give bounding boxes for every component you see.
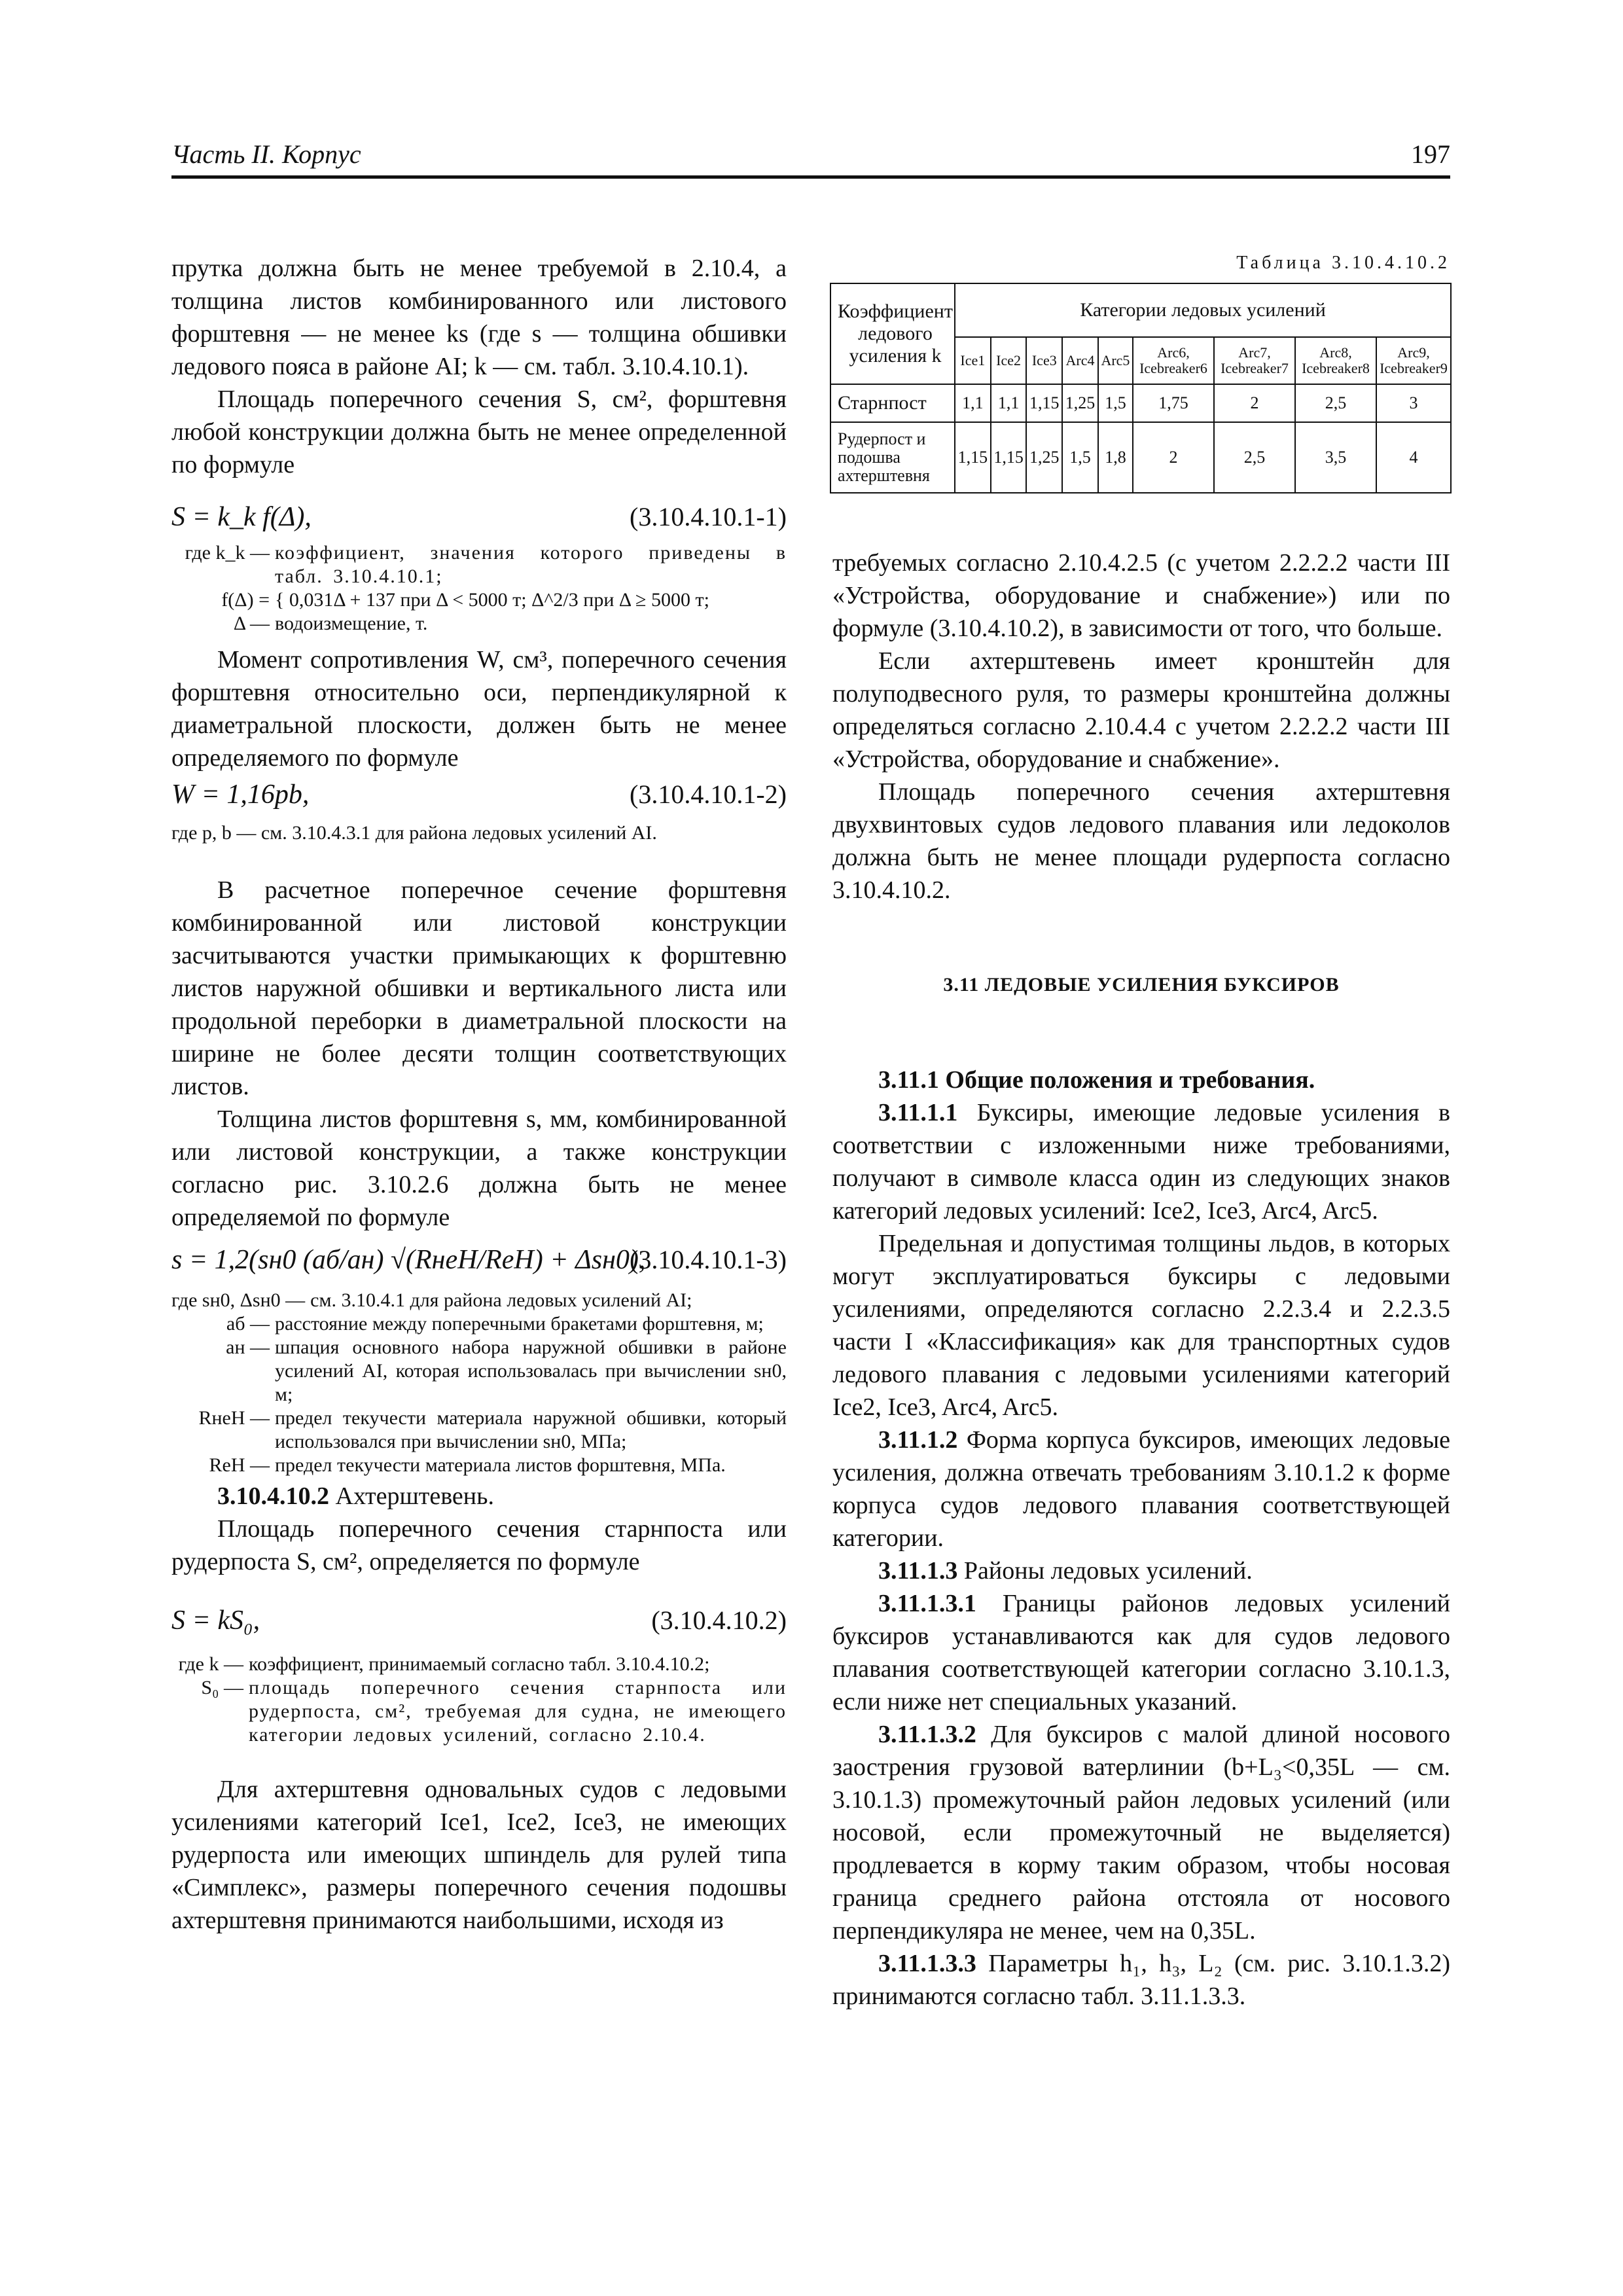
legend-text: шпация основного набора наружной обшивки в районе усилений AI, которая использовалась при вычислении sн0, м;: [275, 1336, 787, 1405]
formula-number: (3.10.4.10.1-1): [630, 502, 787, 531]
formula-3-10-4-10-2: [171, 1600, 787, 1641]
table-cell: 1,15: [955, 422, 991, 493]
paragraph: Момент сопротивления W, см³, поперечного сечения форштевня относительно оси, перпендикулярной к диаметральной плоскости, должен быть не менее определяемого по формуле: [171, 646, 787, 772]
column-header: Ice1: [955, 337, 991, 384]
clause-text: Буксиры, имеющие ледовые усиления в соответствии с изложенными ниже требованиями, получают в символе класса один из следующих знаков категорий ледовых усилений: Ice2, Ice3, Arc4, Arc5.: [832, 1099, 1450, 1225]
paragraph: [832, 1424, 1450, 1554]
table-cell: 1,8: [1098, 422, 1133, 493]
legend-row: [171, 1676, 787, 1747]
legend-row: [171, 541, 787, 588]
formula-legend: [171, 1289, 787, 1477]
paragraph: Площадь поперечного сечения S, см², форштевня любой конструкции должна быть не менее определенной по формуле: [171, 386, 787, 478]
legend-text: площадь поперечного сечения старнпоста или рудерпоста, см², требуемая для судна, не имеющего категории ледовых усилений, согласно 2.10.4.: [249, 1677, 787, 1746]
table-header-row: [830, 283, 1451, 337]
legend-text: { 0,031Δ + 137 при Δ < 5000 т; Δ^2/3 при Δ ≥ 5000 т;: [275, 589, 709, 611]
column-header: Ice3: [1026, 337, 1062, 384]
subsection-heading: [171, 1480, 787, 1513]
formula-3-10-4-10-1-3: [171, 1234, 787, 1286]
paragraph: Предельная и допустимая толщины льдов, в которых могут эксплуатироваться буксиры с ледовыми усилениями, определяются согласно 2.2.3.4 и 2.2.3.5 части I «Классификация» как для транспортных судов ледового плавания с ледовыми усилениями категорий Ice2, Ice3, Arc4, Arc5.: [832, 1230, 1450, 1421]
formula-expression: s = 1,2(sн0 (aб/aн) √(RнeH/ReH) + Δsн0),: [171, 1245, 646, 1275]
clause-number: 3.11.1.3.2: [878, 1721, 976, 1748]
legend-symbol: RнeH —: [198, 1407, 270, 1429]
subsection-heading: 3.11.1 Общие положения и требования.: [878, 1066, 1315, 1094]
table-cell: 3,5: [1295, 422, 1376, 493]
formula-number: (3.10.4.10.1-2): [630, 780, 787, 809]
formula-3-10-4-10-1-2: [171, 774, 787, 815]
formula-legend: [171, 541, 787, 636]
legend-text: расстояние между поперечными бракетами форштевня, м;: [275, 1313, 764, 1335]
table-cell: 1,1: [955, 384, 991, 422]
table-row: [830, 422, 1451, 493]
table-caption: Таблица 3.10.4.10.2: [1236, 253, 1450, 273]
formula-legend: где p, b — см. 3.10.4.3.1 для района ледовых усилений AI.: [171, 822, 657, 844]
table-cell: 2,5: [1295, 384, 1376, 422]
running-header-title: Часть II. Корпус: [171, 139, 361, 169]
legend-row: [171, 1336, 787, 1407]
paragraph: [832, 1718, 1450, 1947]
legend-text: коэффициент, принимаемый согласно табл. 3.10.4.10.2;: [249, 1653, 710, 1675]
legend-text: коэффициент, значения которого приведены в табл. 3.10.4.10.1;: [275, 542, 787, 587]
legend-symbol: aн —: [226, 1336, 270, 1358]
row-label: Старнпост: [830, 384, 955, 422]
row-label: Рудерпост и подошва ахтерштевня: [830, 422, 955, 493]
clause-number: 3.11.1.3: [878, 1557, 958, 1585]
clause-text: Для буксиров с малой длиной носового заострения грузовой ватерлинии (b+L₃<0,35L — см. 3.10.1.3) промежуточный район ледовых усилений (или носовой, если промежуточный не выделяется) продлевается в корму таким образом, чтобы носовая граница среднего района отстояла от носового перпендикуляра не менее, чем на 0,35L.: [832, 1721, 1451, 1945]
table-corner-cell: Коэффициент ледового усиления k: [830, 283, 955, 384]
clause-text: Границы районов ледовых усилений буксиров устанавливаются как для судов ледового плавания соответствующей категории согласно 3.10.1.3, если ниже нет специальных указаний.: [832, 1590, 1451, 1715]
formula-expression: W = 1,16pb,: [171, 780, 310, 810]
subsection-number: 3.10.4.10.2: [217, 1482, 329, 1510]
table-cell: 1,25: [1026, 422, 1062, 493]
legend-row: [171, 1454, 787, 1477]
table-cell: 1,15: [991, 422, 1027, 493]
formula-expression: S = kS₀,: [171, 1605, 260, 1636]
legend-text: водоизмещение, т.: [275, 613, 428, 634]
legend-row: [171, 612, 787, 636]
clause-text: Районы ледовых усилений.: [963, 1557, 1253, 1585]
legend-row: [171, 1407, 787, 1454]
subsection-title: Ахтерштевень.: [335, 1482, 494, 1510]
column-header: Arc5: [1098, 337, 1133, 384]
legend-text: см. 3.10.4.1 для района ледовых усилений AI;: [310, 1289, 692, 1311]
table-cell: 1,25: [1062, 384, 1098, 422]
legend-row: [171, 1653, 787, 1676]
page-number: 197: [1411, 139, 1450, 169]
paragraph: Если ахтерштевень имеет кронштейн для полуподвесного руля, то размеры кронштейна должны определяться согласно 2.10.4.4 с учетом 2.2.2.2 части III «Устройства, оборудование и снабжение».: [832, 647, 1450, 773]
formula-legend: [171, 1653, 787, 1747]
legend-row: [171, 1289, 787, 1312]
paragraph: Для ахтерштевня одновальных судов с ледовыми усилениями категорий Ice1, Ice2, Ice3, не имеющих рудерпоста или имеющих шпиндель для рулей типа «Симплекс», размеры поперечного сечения подошвы ахтерштевня принимаются наибольшими, исходя из: [171, 1776, 787, 1934]
table-cell: 2: [1133, 422, 1214, 493]
formula-number: (3.10.4.10.1-3): [630, 1245, 787, 1274]
column-header: Arc4: [1062, 337, 1098, 384]
paragraph: прутка должна быть не менее требуемой в 2.10.4, а толщина листов комбинированного или листового форштевня — не менее ks (где s — толщина обшивки ледового пояса в районе AI; k — см. табл. 3.10.4.10.1).: [171, 255, 787, 380]
clause-number: 3.11.1.1: [878, 1099, 958, 1126]
legend-symbol: ReH —: [209, 1454, 270, 1476]
table-cell: 1,75: [1133, 384, 1214, 422]
legend-symbol: f(Δ) =: [221, 589, 270, 611]
paragraph: Площадь поперечного сечения ахтерштевня двухвинтовых судов ледового плавания или ледоколов должна быть не менее площади рудерпоста согласно 3.10.4.10.2.: [832, 778, 1450, 904]
legend-row: [171, 1312, 787, 1336]
column-header: Arc7, Icebreaker7: [1214, 337, 1295, 384]
table-cell: 1,15: [1026, 384, 1062, 422]
clause-text: Параметры h₁, h₃, L₂ (см. рис. 3.10.1.3.2) принимаются согласно табл. 3.11.1.3.3.: [832, 1950, 1451, 2010]
legend-symbol: где sн0, Δsн0 —: [171, 1289, 306, 1311]
table-group-header: Категории ледовых усилений: [955, 283, 1451, 337]
clause-number: 3.11.1.2: [878, 1426, 958, 1454]
legend-symbol: где k_k —: [185, 542, 270, 564]
table-cell: 2: [1214, 384, 1295, 422]
legend-symbol: aб —: [226, 1313, 270, 1335]
legend-row: [171, 588, 787, 612]
right-column: [832, 547, 1450, 2013]
table-row: [830, 384, 1451, 422]
column-header: Arc8, Icebreaker8: [1295, 337, 1376, 384]
column-header: Arc9, Icebreaker9: [1376, 337, 1451, 384]
table-cell: 4: [1376, 422, 1451, 493]
paragraph: Площадь поперечного сечения старнпоста или рудерпоста S, см², определяется по формуле: [171, 1515, 787, 1575]
table-cell: 1,5: [1062, 422, 1098, 493]
left-column: [171, 252, 787, 1937]
legend-symbol: S₀ —: [201, 1677, 243, 1698]
ice-coefficient-table: [830, 283, 1452, 493]
paragraph: [832, 1554, 1450, 1587]
legend-text: предел текучести материала листов форштевня, МПа.: [275, 1454, 726, 1476]
clause-number: 3.11.1.3.1: [878, 1590, 976, 1617]
formula-expression: S = k_k f(Δ),: [171, 502, 312, 532]
table-cell: 2,5: [1214, 422, 1295, 493]
paragraph: [832, 1096, 1450, 1227]
formula-number: (3.10.4.10.2): [651, 1605, 787, 1635]
paragraph: [832, 1587, 1450, 1718]
formula-3-10-4-10-1-1: [171, 497, 787, 537]
clause-text: Форма корпуса буксиров, имеющих ледовые усиления, должна отвечать требованиям 3.10.1.2 к форме корпуса судов ледового плавания соответствующей категории.: [832, 1426, 1451, 1552]
table-cell: 1,5: [1098, 384, 1133, 422]
paragraph: В расчетное поперечное сечение форштевня комбинированной или листовой конструкции засчитываются участки примыкающих к форштевню листов наружной обшивки и вертикального листа или продольной переборки в диаметральной плоскости на ширине не более десяти толщин соответствующих листов.: [171, 876, 787, 1100]
paragraph: требуемых согласно 2.10.4.2.5 (с учетом 2.2.2.2 части III «Устройства, оборудование и снабжение») или по формуле (3.10.4.10.2), в зависимости от того, что больше.: [832, 549, 1450, 642]
legend-symbol: где k —: [178, 1653, 243, 1675]
legend-symbol: Δ —: [233, 613, 270, 634]
clause-number: 3.11.1.3.3: [878, 1950, 976, 1977]
section-title: 3.11 ЛЕДОВЫЕ УСИЛЕНИЯ БУКСИРОВ: [943, 974, 1340, 996]
column-header: Arc6, Icebreaker6: [1133, 337, 1214, 384]
table-cell: 3: [1376, 384, 1451, 422]
column-header: Ice2: [991, 337, 1027, 384]
table-cell: 1,1: [991, 384, 1027, 422]
paragraph: [832, 1947, 1450, 2013]
paragraph: Толщина листов форштевня s, мм, комбинированной или листовой конструкции, а также конструкции согласно рис. 3.10.2.6 должна быть не менее определяемой по формуле: [171, 1105, 787, 1231]
header-rule: [171, 175, 1450, 179]
legend-text: предел текучести материала наружной обшивки, который использовался при вычислении sн0, МПа;: [275, 1407, 787, 1452]
